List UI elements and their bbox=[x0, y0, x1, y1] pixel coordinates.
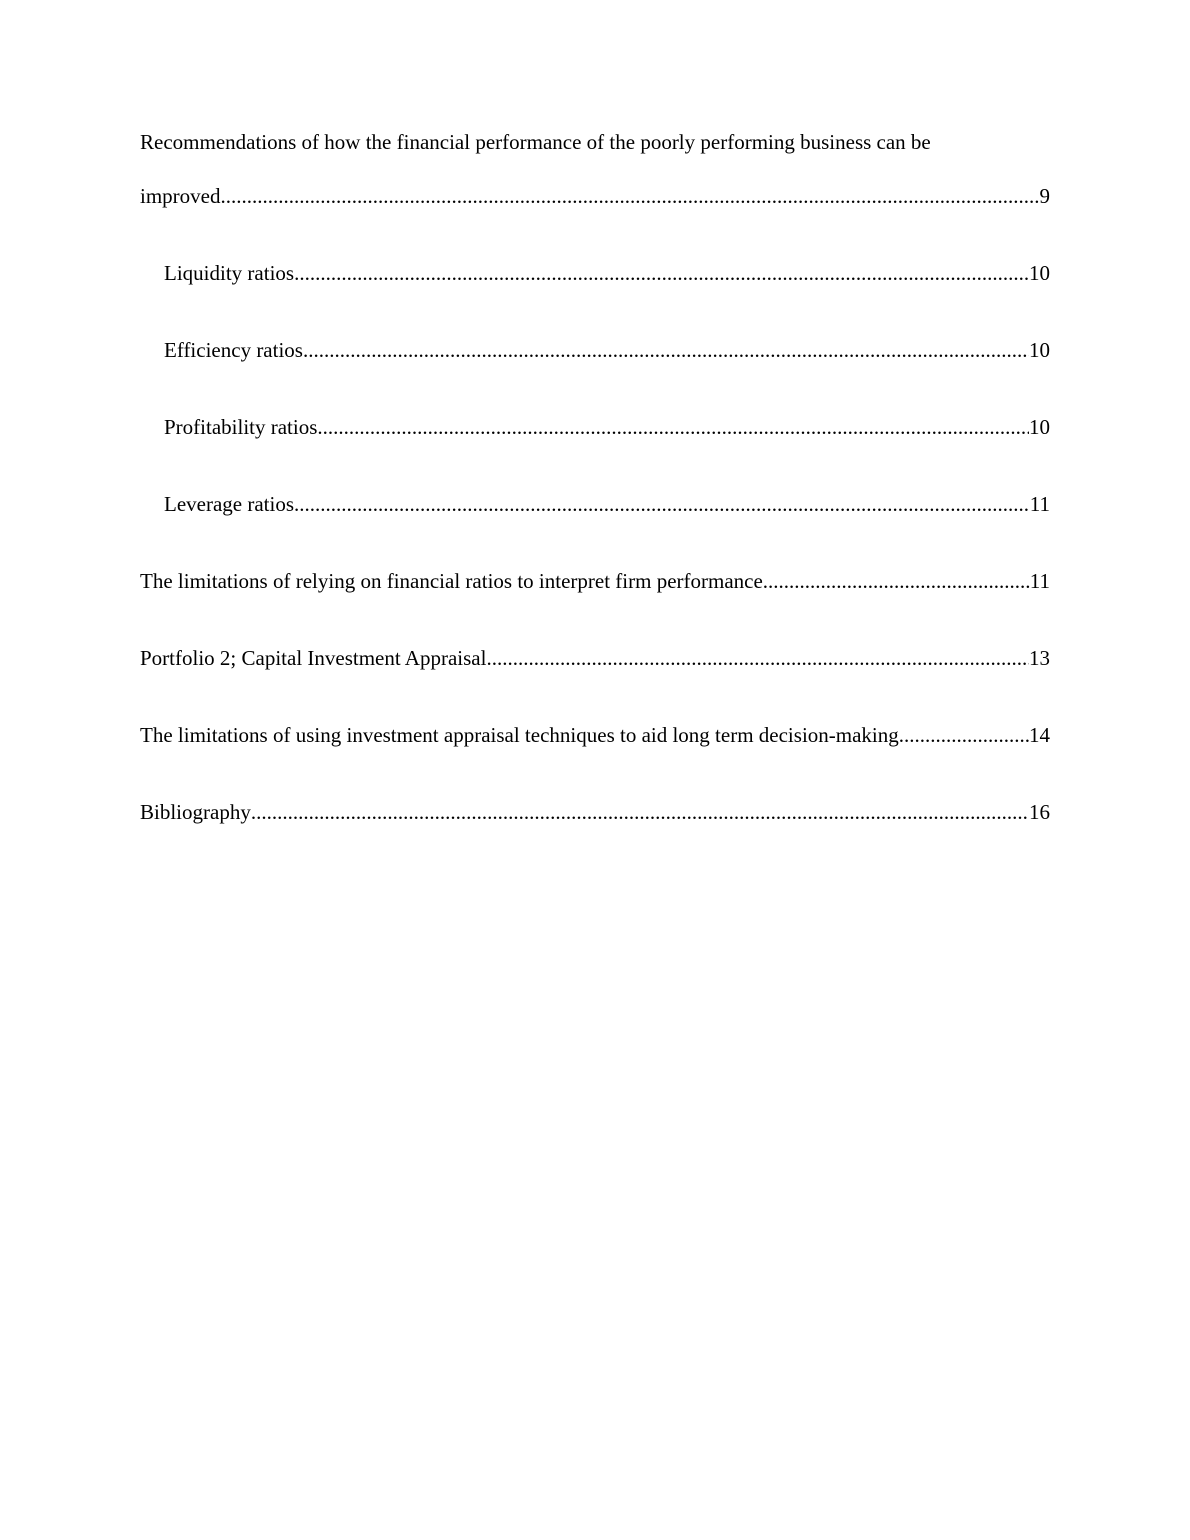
toc-page-number: 16 bbox=[1029, 800, 1050, 824]
toc-entry-line bbox=[140, 184, 1050, 208]
toc-entry-label: Efficiency ratios bbox=[164, 338, 303, 362]
toc-entry-label: The limitations of relying on financial ratios to interpret firm performance bbox=[140, 569, 763, 593]
toc-entry-label: Liquidity ratios bbox=[164, 261, 295, 285]
dot-leader bbox=[899, 723, 1029, 747]
toc-page-number: 14 bbox=[1029, 723, 1050, 747]
table-of-contents bbox=[140, 130, 1050, 877]
toc-entry-label: Profitability ratios bbox=[164, 415, 318, 439]
toc-page-number: 10 bbox=[1029, 261, 1050, 285]
toc-page-number: 13 bbox=[1029, 646, 1050, 670]
toc-entry-profitability-ratios[interactable] bbox=[140, 415, 1050, 439]
dot-leader bbox=[486, 646, 1029, 670]
toc-entry-leverage-ratios[interactable] bbox=[140, 492, 1050, 516]
dot-leader bbox=[251, 800, 1029, 824]
dot-leader bbox=[294, 261, 1029, 285]
toc-entry-portfolio-2[interactable] bbox=[140, 646, 1050, 670]
toc-entry-label: improved bbox=[140, 184, 221, 208]
toc-entry-label-continued: Recommendations of how the financial performance of the poorly performing business can be bbox=[140, 130, 931, 154]
toc-entry-label: Bibliography bbox=[140, 800, 251, 824]
toc-entry-limitations-financial-ratios[interactable] bbox=[140, 569, 1050, 593]
toc-entry-efficiency-ratios[interactable] bbox=[140, 338, 1050, 362]
toc-page-number: 10 bbox=[1029, 415, 1050, 439]
dot-leader bbox=[317, 415, 1029, 439]
toc-page-number: 11 bbox=[1029, 492, 1050, 516]
toc-entry-limitations-investment-appraisal[interactable] bbox=[140, 723, 1050, 747]
toc-page-number: 11 bbox=[1029, 569, 1050, 593]
toc-entry-label: The limitations of using investment appraisal techniques to aid long term decision-making bbox=[140, 723, 899, 747]
toc-entry-liquidity-ratios[interactable] bbox=[140, 261, 1050, 285]
toc-entry-title-line bbox=[140, 130, 1050, 154]
dot-leader bbox=[763, 569, 1030, 593]
toc-page-number: 9 bbox=[1039, 184, 1050, 208]
dot-leader bbox=[294, 492, 1030, 516]
toc-entry-label: Leverage ratios bbox=[164, 492, 295, 516]
toc-page-number: 10 bbox=[1029, 338, 1050, 362]
toc-entry-bibliography[interactable] bbox=[140, 800, 1050, 824]
dot-leader bbox=[303, 338, 1029, 362]
toc-entry-recommendations[interactable] bbox=[140, 130, 1050, 208]
toc-entry-label: Portfolio 2; Capital Investment Appraisal bbox=[140, 646, 487, 670]
dot-leader bbox=[220, 184, 1039, 208]
